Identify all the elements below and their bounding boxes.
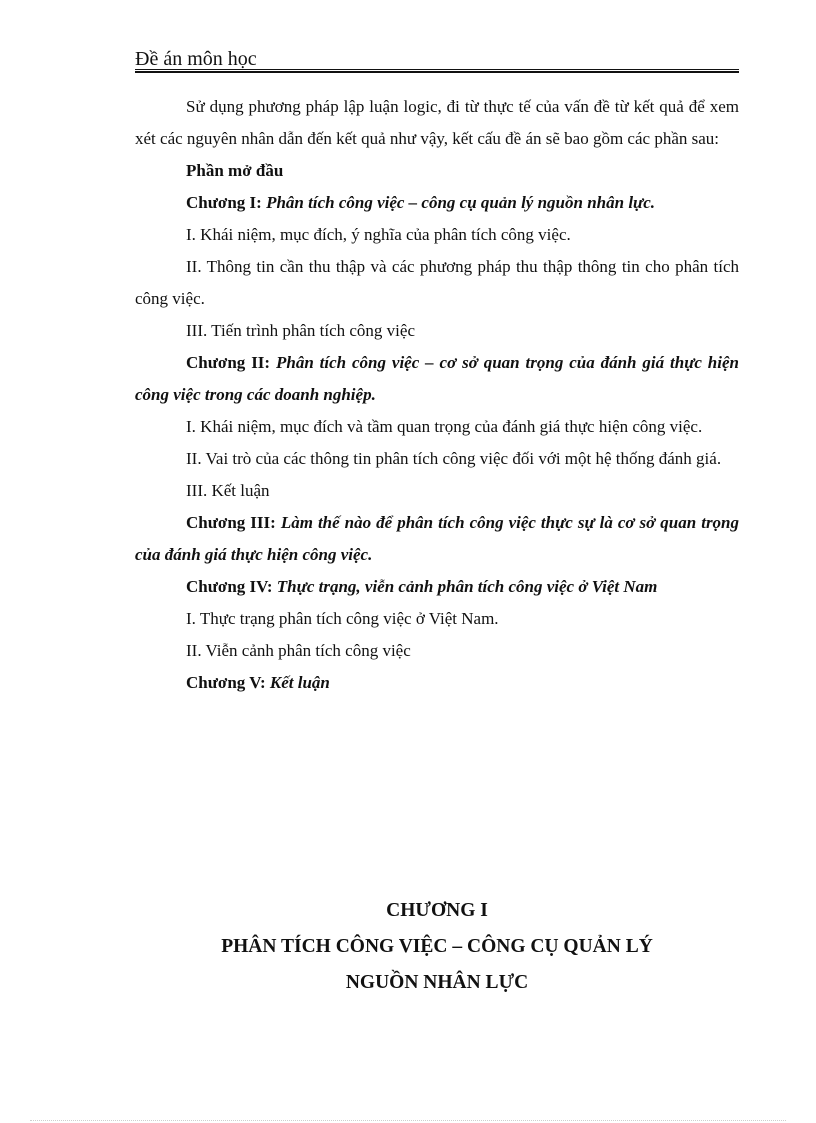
chapter-2-entry <box>135 347 739 411</box>
chapter-1-title: Phân tích công việc – công cụ quản lý nguồn nhân lực. <box>266 193 656 212</box>
chapter-5-label: Chương V: <box>186 673 266 692</box>
chapter-5-title: Kết luận <box>269 673 330 692</box>
chapter-4-title: Thực trạng, viễn cảnh phân tích công việc ở Việt Nam <box>276 577 658 596</box>
chapter-heading <box>135 893 739 1001</box>
chapter-1-entry <box>135 187 739 219</box>
opening-section: Phần mở đầu <box>186 161 284 180</box>
chapter-1-label: Chương I: <box>186 193 262 212</box>
chapter-5-entry <box>135 667 739 699</box>
header-title: Đề án môn học <box>135 48 257 70</box>
chapter-4-item-2: II. Viễn cảnh phân tích công việc <box>186 641 411 660</box>
chapter-2-label: Chương II: <box>186 353 271 372</box>
chapter-title-line-2: NGUỒN NHÂN LỰC <box>345 972 529 993</box>
chapter-number: CHƯƠNG I <box>386 900 488 921</box>
page-body <box>135 91 739 699</box>
chapter-2-item-3: III. Kết luận <box>186 481 270 500</box>
chapter-2-item-2: II. Vai trò của các thông tin phân tích công việc đối với một hệ thống đánh giá. <box>186 449 722 468</box>
chapter-title-line-1: PHÂN TÍCH CÔNG VIỆC – CÔNG CỤ QUẢN LÝ <box>221 936 653 957</box>
footer-divider <box>30 1120 786 1121</box>
chapter-3-title: Làm thế nào để phân tích công việc thực sự là cơ sở quan trọng của đánh giá thực hiện công việc. <box>135 513 740 564</box>
page-header <box>135 48 739 70</box>
chapter-1-item-1: I. Khái niệm, mục đích, ý nghĩa của phân tích công việc. <box>186 225 571 244</box>
chapter-4-label: Chương IV: <box>186 577 273 596</box>
chapter-3-label: Chương III: <box>186 513 276 532</box>
chapter-2-title: Phân tích công việc – cơ sở quan trọng của đánh giá thực hiện công việc trong các doanh nghiệp. <box>135 353 739 404</box>
chapter-3-entry <box>135 507 739 571</box>
header-rule <box>135 69 739 73</box>
intro-paragraph: Sử dụng phương pháp lập luận logic, đi từ thực tế của vấn đề từ kết quả để xem xét các nguyên nhân dẫn đến kết quả như vậy, kết cấu đề án sẽ bao gồm các phần sau: <box>135 97 739 148</box>
chapter-1-item-2: II. Thông tin cần thu thập và các phương pháp thu thập thông tin cho phân tích công việc. <box>135 257 739 308</box>
chapter-4-item-1: I. Thực trạng phân tích công việc ở Việt Nam. <box>186 609 499 628</box>
chapter-1-item-3: III. Tiến trình phân tích công việc <box>186 321 415 340</box>
chapter-4-entry <box>135 571 739 603</box>
chapter-2-item-1: I. Khái niệm, mục đích và tầm quan trọng của đánh giá thực hiện công việc. <box>186 417 703 436</box>
